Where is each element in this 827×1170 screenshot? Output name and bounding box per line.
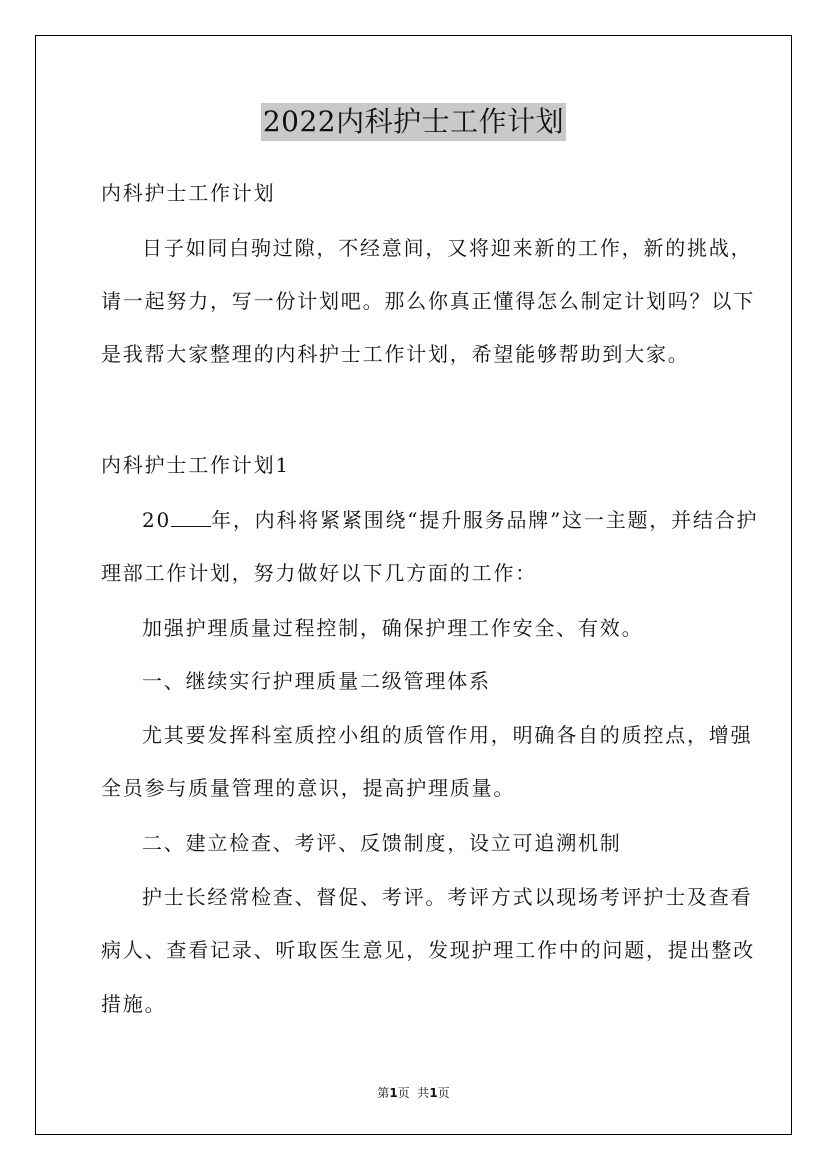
- para1-line-2: 理部工作计划，努力做好以下几方面的工作：: [101, 561, 537, 585]
- para3-line-2: 全员参与质量管理的意识，提高护理质量。: [101, 776, 516, 800]
- page-footer: [0, 1084, 827, 1101]
- footer-mid: 页 共: [397, 1086, 430, 1100]
- heading-1: 一、继续实行护理质量二级管理体系: [142, 669, 491, 693]
- intro-line-1: 日子如同白驹过隙，不经意间，又将迎来新的工作，新的挑战，: [142, 236, 753, 260]
- heading-2: 二、建立检查、考评、反馈制度，设立可追溯机制: [142, 831, 622, 855]
- document-title: 2022内科护士工作计划: [261, 103, 566, 141]
- section-heading: 内科护士工作计划1: [101, 453, 290, 477]
- para1-line-1-text: 年，内科将紧紧围绕“提升服务品牌”这一主题，并结合护: [211, 508, 759, 532]
- para3-line-1: 尤其要发挥科室质控小组的质管作用，明确各自的质控点，增强: [142, 723, 753, 747]
- subtitle: 内科护士工作计划: [101, 181, 276, 205]
- footer-prefix: 第: [377, 1086, 390, 1100]
- para1-year-prefix: 20: [142, 508, 172, 532]
- intro-line-2: 请一起努力，写一份计划吧。那么你真正懂得怎么制定计划吗？以下: [101, 289, 755, 313]
- year-blank: [171, 506, 211, 527]
- footer-page-total: 1: [429, 1086, 438, 1100]
- para4-line-3: 措施。: [101, 992, 167, 1016]
- intro-line-3: 是我帮大家整理的内科护士工作计划，希望能够帮助到大家。: [101, 342, 690, 366]
- para1-line-1: [101, 506, 759, 534]
- para2: 加强护理质量过程控制，确保护理工作安全、有效。: [142, 616, 644, 640]
- para4-line-1: 护士长经常检查、督促、考评。考评方式以现场考评护士及查看: [142, 885, 753, 909]
- para4-line-2: 病人、查看记录、听取医生意见，发现护理工作中的问题，提出整改: [101, 938, 755, 962]
- document-title-wrap: [0, 103, 827, 141]
- footer-page-number: 1: [389, 1086, 398, 1100]
- footer-suffix: 页: [437, 1086, 450, 1100]
